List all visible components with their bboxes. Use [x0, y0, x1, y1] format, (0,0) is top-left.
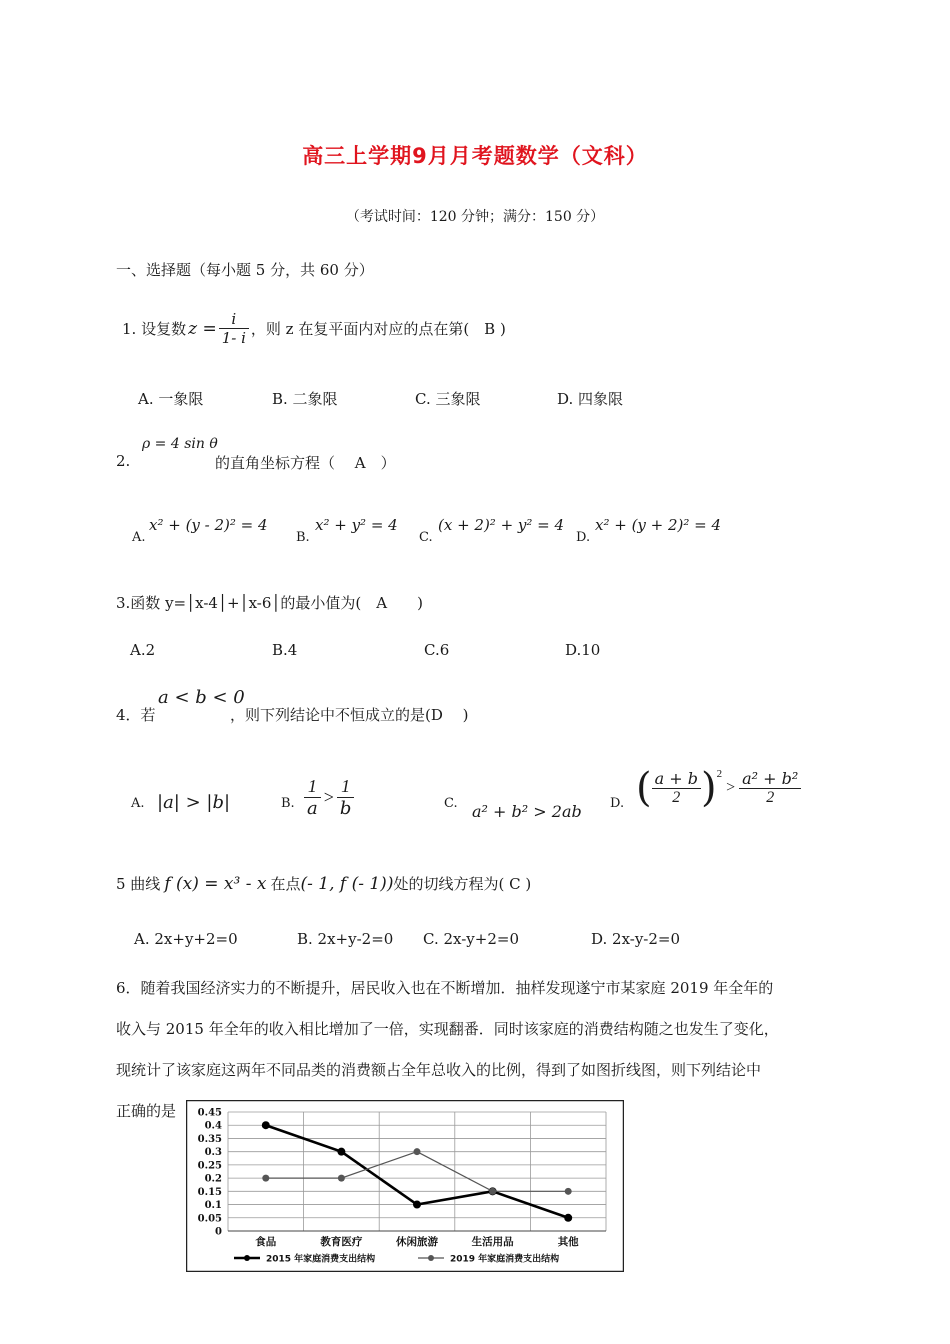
question-5 — [116, 873, 531, 894]
q1-fraction — [219, 310, 249, 347]
q5-mid: 在点 — [270, 875, 301, 893]
q4-d-frac1 — [652, 769, 701, 807]
x-tick-label: 休闲旅游 — [396, 1236, 438, 1248]
q4-label-a: A. — [131, 796, 145, 811]
q1-option-c: C. 三象限 — [415, 390, 481, 408]
q5-option-c: C. 2x-y+2=0 — [423, 930, 519, 948]
series-point — [262, 1175, 269, 1182]
q2-label-d: D. — [576, 530, 591, 545]
q4-label-b: B. — [281, 796, 295, 811]
consumption-line-chart — [186, 1100, 624, 1272]
question-3: 3.函数 y=│x-4│+│x-6│的最小值为( A ) — [116, 594, 423, 612]
q2-prefix: 2. — [116, 452, 131, 470]
y-tick-label: 0 — [215, 1226, 222, 1238]
legend-marker — [244, 1255, 250, 1261]
question-1 — [122, 310, 506, 347]
q4-d-rparen: ) — [700, 765, 717, 811]
q6-line-4: 正确的是 — [116, 1102, 177, 1120]
q4-label-d: D. — [610, 796, 625, 811]
y-tick-label: 0.3 — [204, 1147, 222, 1159]
page-title: 高三上学期9月月考题数学（文科） — [302, 144, 648, 168]
y-tick-label: 0.1 — [204, 1200, 222, 1212]
q4-option-a: |a| > |b| — [157, 792, 231, 813]
x-tick-label: 其他 — [557, 1236, 579, 1248]
q5-option-d: D. 2x-y-2=0 — [591, 930, 681, 948]
y-tick-label: 0.25 — [197, 1160, 222, 1172]
q5-option-a: A. 2x+y+2=0 — [134, 930, 238, 948]
q4-b-gt: > — [323, 787, 334, 807]
series-point — [262, 1121, 270, 1129]
q4-d-gt: > — [726, 779, 736, 796]
q5-point: (- 1, f (- 1)) — [300, 873, 394, 894]
q1-prefix: 1. 设复数 — [122, 320, 187, 338]
series-point — [489, 1188, 496, 1195]
x-tick-label: 教育医疗 — [320, 1236, 363, 1248]
q1-option-b: B. 二象限 — [272, 390, 338, 408]
q2-label-c: C. — [419, 530, 433, 545]
series-point — [413, 1201, 421, 1209]
series-point — [338, 1175, 345, 1182]
legend-marker — [428, 1255, 434, 1261]
q4-b-den2: b — [339, 798, 352, 819]
q4-d-num2: a² + b² — [739, 769, 801, 789]
legend-label: 2015 年家庭消费支出结构 — [266, 1254, 376, 1265]
q4-d-den2: 2 — [766, 789, 775, 806]
q3-option-a: A.2 — [130, 641, 156, 659]
y-tick-label: 0.45 — [197, 1107, 222, 1119]
y-tick-label: 0.2 — [204, 1173, 222, 1185]
q4-d-square: 2 — [716, 768, 723, 780]
q1-option-d: D. 四象限 — [557, 390, 624, 408]
series-point — [565, 1188, 572, 1195]
q2-option-c: (x + 2)² + y² = 4 — [438, 516, 565, 534]
exam-info: （考试时间：120 分钟；满分：150 分） — [345, 209, 605, 225]
q4-b-den1: a — [307, 798, 318, 819]
q4-option-b — [304, 776, 354, 819]
section-heading: 一、选择题（每小题 5 分，共 60 分） — [116, 261, 374, 279]
q4-label-c: C. — [444, 796, 458, 811]
series-point — [564, 1214, 572, 1222]
q2-expression: ρ = 4 sin θ — [142, 436, 218, 452]
q1-den: 1- i — [221, 329, 246, 347]
q4-text: ，则下列结论中不恒成立的是(D ) — [230, 706, 469, 724]
x-tick-label: 生活用品 — [471, 1236, 514, 1248]
series-point — [337, 1148, 345, 1156]
q6-line-3: 现统计了该家庭这两年不同品类的消费额占全年总收入的比例，得到了如图折线图，则下列结论中 — [116, 1061, 762, 1079]
q5-suffix: 处的切线方程为( C ) — [393, 875, 532, 893]
q4-d-frac2 — [739, 769, 801, 807]
q4-b-num1: 1 — [304, 776, 321, 798]
q2-option-d: x² + (y + 2)² = 4 — [595, 516, 722, 534]
q3-option-b: B.4 — [272, 641, 298, 659]
q4-prefix: 4．若 — [116, 706, 156, 724]
q4-b-frac2 — [337, 776, 355, 819]
q3-option-d: D.10 — [565, 641, 601, 659]
q4-d-den1: 2 — [672, 789, 681, 806]
y-tick-label: 0.15 — [197, 1186, 222, 1198]
q1-suffix: ，则 z 在复平面内对应的点在第( B ) — [250, 320, 506, 338]
q4-d-num1: a + b — [652, 769, 701, 789]
q2-option-b: x² + y² = 4 — [315, 516, 398, 534]
q6-line-2: 收入与 2015 年全年的收入相比增加了一倍，实现翻番．同时该家庭的消费结构随之也发生了变化， — [116, 1020, 779, 1038]
y-tick-label: 0.05 — [197, 1213, 222, 1225]
q2-label-a: A. — [132, 530, 146, 545]
q2-label-b: B. — [296, 530, 310, 545]
q4-b-frac1 — [304, 776, 321, 819]
q3-option-c: C.6 — [424, 641, 450, 659]
q4-condition: a < b < 0 — [158, 687, 245, 708]
q1-z: z = — [188, 318, 217, 339]
q5-function: f (x) = x³ - x — [164, 873, 267, 894]
q5-option-b: B. 2x+y-2=0 — [297, 930, 394, 948]
q4-b-num2: 1 — [337, 776, 355, 798]
legend-label: 2019 年家庭消费支出结构 — [450, 1254, 560, 1265]
q2-option-a: x² + (y - 2)² = 4 — [149, 516, 268, 534]
q2-text: 的直角坐标方程（ A ） — [215, 454, 396, 472]
q4-d-lparen: ( — [636, 765, 652, 811]
q1-num: i — [219, 310, 249, 329]
y-tick-label: 0.35 — [197, 1133, 222, 1145]
y-tick-label: 0.4 — [204, 1120, 222, 1132]
q4-option-d — [636, 765, 801, 811]
q4-option-c: a² + b² > 2ab — [472, 802, 582, 821]
q6-line-1: 6．随着我国经济实力的不断提升，居民收入也在不断增加．抽样发现遂宁市某家庭 2019 年全年的 — [116, 979, 774, 997]
q1-option-a: A. 一象限 — [138, 390, 204, 408]
series-point — [414, 1148, 421, 1155]
q5-prefix: 5 曲线 — [116, 875, 161, 893]
x-tick-label: 食品 — [255, 1236, 277, 1248]
